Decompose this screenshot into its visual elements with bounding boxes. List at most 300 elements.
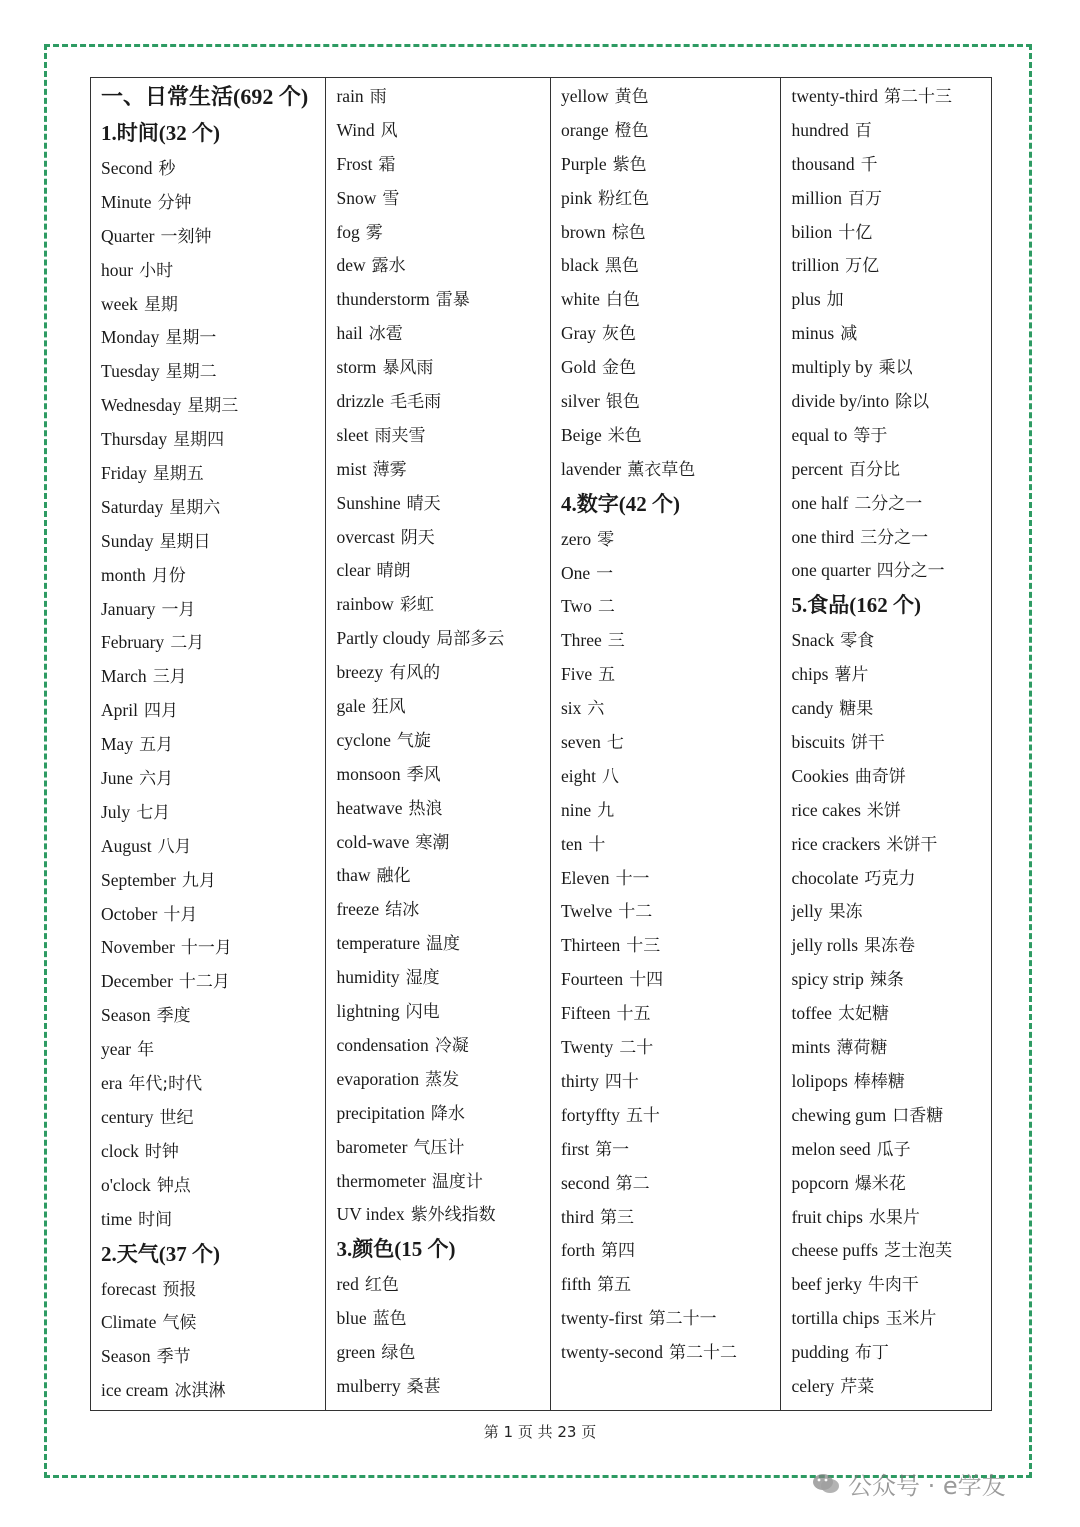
chinese-meaning: 第二十二 <box>669 1343 738 1364</box>
vocab-entry <box>336 1342 550 1376</box>
english-word: fruit chips <box>791 1206 863 1227</box>
chinese-meaning: 糖果 <box>839 699 874 720</box>
english-word: heatwave <box>336 797 403 818</box>
english-word: Tuesday <box>101 361 160 382</box>
vocab-entry <box>561 1207 780 1241</box>
chinese-meaning: 十一月 <box>180 938 232 959</box>
watermark-text: 公众号 · e学友 <box>848 1472 1006 1500</box>
english-word: jelly rolls <box>791 935 859 956</box>
english-word: dew <box>336 255 366 276</box>
vocab-entry <box>561 1240 780 1274</box>
english-word: overcast <box>336 526 395 547</box>
vocab-entry <box>561 120 780 154</box>
vocab-entry <box>791 664 991 698</box>
vocab-entry <box>336 1308 550 1342</box>
chinese-meaning: 三分之一 <box>860 527 929 548</box>
chinese-meaning: 四月 <box>143 701 178 722</box>
english-word: black <box>560 255 599 276</box>
english-word: Twenty <box>560 1037 614 1058</box>
english-word: January <box>101 598 156 619</box>
chinese-meaning: 结冰 <box>385 900 420 921</box>
vocab-entry <box>336 527 550 561</box>
chinese-meaning: 果冻卷 <box>864 936 916 957</box>
english-word: red <box>336 1274 359 1295</box>
english-word: plus <box>791 289 821 310</box>
english-word: trillion <box>791 255 840 276</box>
vocab-entry <box>791 732 991 766</box>
english-word: Cookies <box>791 765 849 786</box>
english-word: time <box>101 1208 133 1229</box>
english-word: rain <box>336 86 364 106</box>
table-column-3 <box>551 78 781 1410</box>
chinese-meaning: 桑葚 <box>406 1376 441 1397</box>
english-word: pink <box>560 187 593 208</box>
english-word: orange <box>560 119 609 140</box>
chinese-meaning: 霜 <box>378 154 396 175</box>
chinese-meaning: 时间 <box>138 1209 173 1230</box>
vocab-entry <box>791 1071 991 1105</box>
vocab-entry <box>561 154 780 188</box>
chinese-meaning: 十五 <box>616 1004 651 1025</box>
english-word: spicy strip <box>791 969 864 990</box>
vocab-entry <box>101 1312 325 1346</box>
vocab-entry <box>336 154 550 188</box>
english-word: lolipops <box>791 1070 848 1091</box>
chinese-meaning: 薄雾 <box>372 459 407 480</box>
vocab-entry <box>101 1209 325 1243</box>
vocab-entry <box>336 560 550 594</box>
chinese-meaning: 十二月 <box>178 972 230 993</box>
chinese-meaning: 气候 <box>162 1313 197 1334</box>
chinese-meaning: 晴天 <box>406 493 441 514</box>
vocab-entry <box>791 969 991 1003</box>
english-word: mist <box>336 458 367 479</box>
vocab-entry <box>561 222 780 256</box>
chinese-meaning: 棕色 <box>611 222 646 243</box>
english-word: Fourteen <box>560 969 624 990</box>
vocab-entry <box>336 1204 550 1238</box>
vocab-entry <box>101 632 325 666</box>
vocab-entry <box>561 357 780 391</box>
vocab-entry <box>101 1346 325 1380</box>
english-word: twenty-third <box>791 86 878 106</box>
chinese-meaning: 除以 <box>895 392 930 413</box>
english-word: Monday <box>101 327 160 348</box>
english-word: Two <box>560 596 592 617</box>
vocab-entry <box>101 395 325 429</box>
vocab-entry <box>561 188 780 222</box>
page-footer: 第 1 页 共 23 页 <box>483 1423 597 1441</box>
english-word: silver <box>560 391 600 412</box>
english-word: Season <box>101 1346 151 1367</box>
chinese-meaning: 星期五 <box>152 464 204 485</box>
vocab-entry <box>336 357 550 391</box>
chinese-meaning: 年代;时代 <box>128 1074 203 1095</box>
chinese-meaning: 星期三 <box>187 396 239 417</box>
chinese-meaning: 等于 <box>853 425 888 446</box>
english-word: ice cream <box>101 1380 169 1401</box>
english-word: freeze <box>336 899 380 920</box>
english-word: Season <box>101 1005 151 1026</box>
vocab-entry <box>561 529 780 563</box>
english-word: rice cakes <box>791 799 861 820</box>
vocab-entry <box>561 1071 780 1105</box>
english-word: temperature <box>336 933 421 954</box>
chinese-meaning: 六 <box>587 699 605 720</box>
chinese-meaning: 雾 <box>365 222 383 243</box>
english-word: condensation <box>336 1034 429 1055</box>
vocab-entry <box>336 662 550 696</box>
vocab-entry <box>791 425 991 459</box>
chinese-meaning: 季度 <box>156 1006 191 1027</box>
english-word: humidity <box>336 967 400 988</box>
chinese-meaning: 水果片 <box>868 1207 920 1228</box>
vocab-entry <box>101 260 325 294</box>
vocab-entry <box>561 1173 780 1207</box>
chinese-meaning: 牛肉干 <box>867 1275 919 1296</box>
vocab-entry <box>336 899 550 933</box>
chinese-meaning: 世纪 <box>159 1107 194 1128</box>
english-word: multiply by <box>791 357 873 378</box>
english-word: June <box>101 768 134 789</box>
chinese-meaning: 温度计 <box>431 1171 483 1192</box>
english-word: melon seed <box>791 1138 871 1159</box>
vocab-entry <box>101 1073 325 1107</box>
english-word: precipitation <box>336 1102 425 1123</box>
chinese-meaning: 七 <box>606 733 624 754</box>
vocab-entry <box>791 154 991 188</box>
chinese-meaning: 十亿 <box>838 222 873 243</box>
english-word: one third <box>791 526 855 547</box>
vocab-entry <box>336 1069 550 1103</box>
vocab-entry <box>791 86 991 120</box>
table-column-1 <box>91 78 326 1410</box>
section-heading: 3.颜色(15 个) <box>336 1237 456 1262</box>
vocab-entry <box>791 1139 991 1173</box>
chinese-meaning: 红色 <box>364 1275 399 1296</box>
english-word: rainbow <box>336 594 394 615</box>
vocab-entry <box>561 459 780 493</box>
chinese-meaning: 一刻钟 <box>160 226 212 247</box>
vocabulary-table <box>90 77 992 1411</box>
chinese-meaning: 热浪 <box>408 798 443 819</box>
chinese-meaning: 十四 <box>629 970 664 991</box>
chinese-meaning: 太妃糖 <box>837 1004 889 1025</box>
english-word: Friday <box>101 463 147 484</box>
vocab-entry <box>101 836 325 870</box>
chinese-meaning: 辣条 <box>869 970 904 991</box>
vocab-entry <box>101 531 325 565</box>
chinese-meaning: 季风 <box>406 764 441 785</box>
vocab-entry <box>336 628 550 662</box>
vocab-entry <box>561 1003 780 1037</box>
english-word: chips <box>791 664 829 685</box>
chinese-meaning: 白色 <box>605 290 640 311</box>
english-word: drizzle <box>336 391 385 412</box>
chinese-meaning: 九 <box>597 800 615 821</box>
vocab-entry <box>101 1380 325 1410</box>
chinese-meaning: 零 <box>597 529 615 550</box>
chinese-meaning: 小时 <box>139 260 174 281</box>
english-word: October <box>101 903 158 924</box>
chinese-meaning: 雪 <box>382 188 400 209</box>
vocab-entry <box>336 730 550 764</box>
english-word: cyclone <box>336 729 391 750</box>
vocab-entry <box>561 868 780 902</box>
vocab-entry <box>336 391 550 425</box>
vocab-entry <box>336 933 550 967</box>
english-word: pudding <box>791 1342 849 1363</box>
vocab-entry <box>336 1274 550 1308</box>
chinese-meaning: 第一 <box>595 1139 630 1160</box>
english-word: monsoon <box>336 763 401 784</box>
section-heading: 5.食品(162 个) <box>791 593 921 618</box>
english-word: Thursday <box>101 429 168 450</box>
vocab-entry <box>101 1141 325 1175</box>
vocab-entry <box>336 289 550 323</box>
vocab-entry <box>336 493 550 527</box>
english-word: UV index <box>336 1204 405 1225</box>
english-word: May <box>101 734 134 755</box>
english-word: August <box>101 835 152 856</box>
chinese-meaning: 有风的 <box>389 663 441 684</box>
english-word: eight <box>560 765 596 786</box>
chinese-meaning: 第五 <box>597 1275 632 1296</box>
english-word: thirty <box>560 1070 599 1091</box>
english-word: Twelve <box>560 901 613 922</box>
section-heading: 一、日常生活(692 个) <box>101 84 309 109</box>
chinese-meaning: 气旋 <box>396 730 431 751</box>
chinese-meaning: 芹菜 <box>840 1376 875 1397</box>
vocab-entry <box>101 1005 325 1039</box>
vocab-entry <box>561 1308 780 1342</box>
vocab-entry <box>791 766 991 800</box>
english-word: storm <box>336 357 377 378</box>
vocab-entry <box>791 188 991 222</box>
chinese-meaning: 十月 <box>163 904 198 925</box>
english-word: cheese puffs <box>791 1240 879 1261</box>
vocab-entry <box>561 630 780 664</box>
vocab-entry <box>101 565 325 599</box>
chinese-meaning: 乘以 <box>878 358 913 379</box>
vocab-entry <box>561 1037 780 1071</box>
english-word: nine <box>560 799 592 820</box>
vocab-entry <box>791 255 991 289</box>
english-word: Beige <box>560 424 602 445</box>
vocab-entry <box>791 357 991 391</box>
vocab-entry <box>336 425 550 459</box>
section-heading: 4.数字(42 个) <box>560 491 680 516</box>
vocab-entry <box>101 158 325 192</box>
english-word: November <box>101 937 175 958</box>
section-heading: 2.天气(37 个) <box>101 1241 220 1266</box>
english-word: one half <box>791 492 849 513</box>
chinese-meaning: 银色 <box>605 392 640 413</box>
vocab-entry <box>336 1137 550 1171</box>
chinese-meaning: 分钟 <box>157 192 192 213</box>
chinese-meaning: 八月 <box>157 836 192 857</box>
english-word: forecast <box>101 1278 157 1299</box>
table-column-2 <box>326 78 551 1410</box>
chinese-meaning: 秒 <box>158 159 176 179</box>
table-column-4 <box>781 78 991 1410</box>
english-word: Snow <box>336 187 377 208</box>
section-heading: 1.时间(32 个) <box>101 121 220 145</box>
chinese-meaning: 百 <box>854 120 872 141</box>
english-word: six <box>560 698 582 719</box>
english-word: lightning <box>336 1001 400 1022</box>
english-word: forth <box>560 1240 595 1261</box>
english-word: green <box>336 1342 376 1363</box>
vocab-entry <box>561 255 780 289</box>
vocab-entry <box>791 1342 991 1376</box>
vocab-entry <box>101 192 325 226</box>
english-word: December <box>101 971 173 992</box>
english-word: tortilla chips <box>791 1308 880 1329</box>
chinese-meaning: 年 <box>137 1040 155 1061</box>
chinese-meaning: 降水 <box>430 1103 465 1124</box>
vocab-entry <box>101 1107 325 1141</box>
vocab-entry <box>336 459 550 493</box>
vocab-entry <box>101 802 325 836</box>
english-word: Gray <box>560 323 596 344</box>
vocab-entry <box>336 798 550 832</box>
vocab-entry <box>101 361 325 395</box>
chinese-meaning: 局部多云 <box>436 629 505 650</box>
english-word: Eleven <box>560 867 610 888</box>
english-word: month <box>101 564 146 585</box>
vocab-entry <box>791 901 991 935</box>
vocab-entry <box>561 935 780 969</box>
english-word: hour <box>101 259 134 280</box>
vocab-entry <box>561 664 780 698</box>
chinese-meaning: 五十 <box>625 1105 660 1126</box>
chinese-meaning: 米饼 <box>866 800 901 821</box>
chinese-meaning: 薰衣草色 <box>627 459 696 480</box>
vocab-entry <box>791 493 991 527</box>
chinese-meaning: 八 <box>601 766 619 787</box>
chinese-meaning: 闪电 <box>405 1002 440 1023</box>
vocab-entry <box>101 1039 325 1073</box>
english-word: cold-wave <box>336 831 410 852</box>
english-word: hundred <box>791 119 849 140</box>
english-word: twenty-second <box>560 1342 664 1363</box>
vocab-entry <box>336 86 550 120</box>
vocab-entry <box>336 764 550 798</box>
english-word: jelly <box>791 901 823 922</box>
chinese-meaning: 湿度 <box>405 968 440 989</box>
chinese-meaning: 暴风雨 <box>382 358 434 379</box>
vocab-entry <box>336 832 550 866</box>
vocab-entry <box>101 294 325 328</box>
chinese-meaning: 万亿 <box>845 256 880 277</box>
chinese-meaning: 减 <box>840 324 858 345</box>
chinese-meaning: 口香糖 <box>892 1105 944 1126</box>
chinese-meaning: 风 <box>380 120 398 141</box>
chinese-meaning: 黄色 <box>614 87 649 107</box>
vocab-entry <box>336 1171 550 1205</box>
english-word: March <box>101 666 147 687</box>
chinese-meaning: 芝士泡芙 <box>884 1241 953 1262</box>
vocab-entry <box>101 937 325 971</box>
vocab-entry <box>336 594 550 628</box>
chinese-meaning: 三月 <box>152 667 187 688</box>
english-word: July <box>101 801 131 822</box>
vocab-entry <box>561 800 780 834</box>
chinese-meaning: 绿色 <box>381 1343 416 1364</box>
wechat-icon <box>812 1473 840 1495</box>
chinese-meaning: 雷暴 <box>435 290 470 311</box>
vocab-entry <box>561 698 780 732</box>
vocab-entry <box>791 289 991 323</box>
english-word: Three <box>560 630 602 651</box>
vocab-entry <box>336 255 550 289</box>
vocab-entry <box>336 865 550 899</box>
chinese-meaning: 粉红色 <box>598 188 650 209</box>
chinese-meaning: 六月 <box>139 769 174 790</box>
english-word: September <box>101 869 176 890</box>
chinese-meaning: 二 <box>597 597 615 618</box>
chinese-meaning: 十二 <box>618 902 653 923</box>
chinese-meaning: 零食 <box>840 631 875 652</box>
chinese-meaning: 星期六 <box>169 497 221 518</box>
english-word: fortyffty <box>560 1104 620 1125</box>
chinese-meaning: 米色 <box>607 425 642 446</box>
vocab-entry <box>101 700 325 734</box>
english-word: sleet <box>336 424 369 445</box>
vocab-entry <box>791 1003 991 1037</box>
vocab-entry <box>561 425 780 459</box>
english-word: Second <box>101 158 153 178</box>
english-word: clear <box>336 560 371 581</box>
chinese-meaning: 饼干 <box>850 733 885 754</box>
english-word: Fifteen <box>560 1003 611 1024</box>
vocab-entry <box>336 323 550 357</box>
chinese-meaning: 百万 <box>848 188 883 209</box>
vocab-entry <box>336 696 550 730</box>
chinese-meaning: 四分之一 <box>876 561 945 582</box>
english-word: Wednesday <box>101 395 182 416</box>
chinese-meaning: 蓝色 <box>372 1309 407 1330</box>
english-word: Quarter <box>101 225 155 246</box>
english-word: evaporation <box>336 1068 420 1089</box>
chinese-meaning: 百分比 <box>848 459 900 480</box>
vocab-entry <box>561 391 780 425</box>
vocab-entry <box>791 391 991 425</box>
chinese-meaning: 布丁 <box>854 1343 889 1364</box>
chinese-meaning: 加 <box>826 290 844 311</box>
vocab-entry <box>791 834 991 868</box>
chinese-meaning: 金色 <box>601 358 636 379</box>
chinese-meaning: 气压计 <box>413 1137 465 1158</box>
chinese-meaning: 第三 <box>600 1207 635 1228</box>
english-word: biscuits <box>791 732 845 753</box>
english-word: o'clock <box>101 1174 151 1195</box>
english-word: chocolate <box>791 867 859 888</box>
english-word: beef jerky <box>791 1274 862 1295</box>
english-word: rice crackers <box>791 833 881 854</box>
english-word: century <box>101 1106 154 1127</box>
vocab-entry <box>101 734 325 768</box>
vocab-entry <box>791 1274 991 1308</box>
english-word: Frost <box>336 153 373 174</box>
vocab-entry <box>101 327 325 361</box>
vocab-entry <box>791 560 991 594</box>
english-word: hail <box>336 323 363 344</box>
vocab-entry <box>101 768 325 802</box>
vocab-entry <box>561 1105 780 1139</box>
vocab-entry <box>101 226 325 260</box>
